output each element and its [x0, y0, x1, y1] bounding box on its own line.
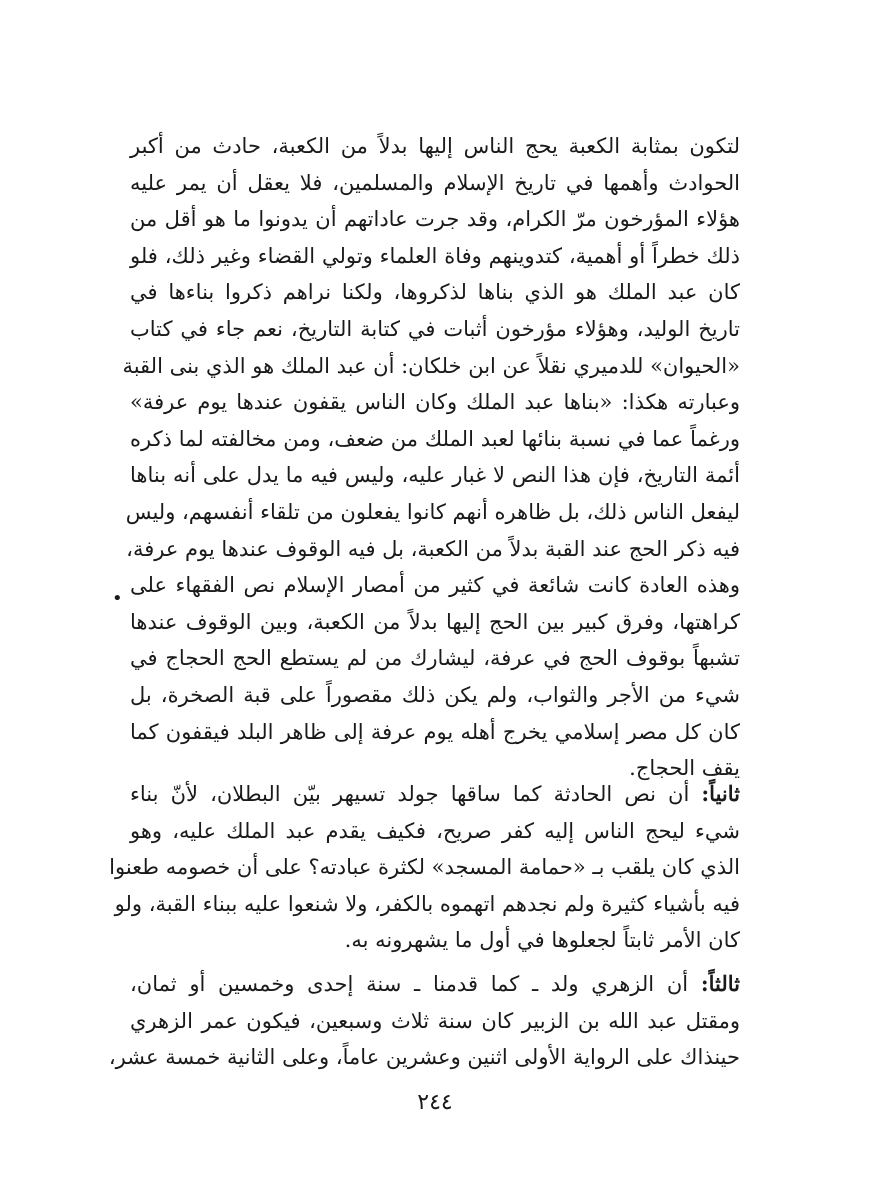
text-line: شيء من الأجر والثواب، ولم يكن ذلك مقصوراً على قبة الصخرة، بل	[130, 682, 740, 707]
text-line-rest: أن نص الحادثة كما ساقها جولد تسيهر بيّن البطلان، لأنّ بناء	[130, 782, 702, 806]
text-line: ذلك خطراً أو أهمية، كتدوينهم وفاة العلماء وتولي القضاء وغير ذلك، فلو	[130, 243, 740, 268]
text-line: وهذه العادة كانت شائعة في كثير من أمصار الإسلام نص الفقهاء على	[130, 573, 740, 598]
text-line: كان الأمر ثابتاً لجعلوها في أول ما يشهرونه به.	[344, 928, 740, 953]
paragraph-1	[122, 128, 740, 787]
text-line: هؤلاء المؤرخون مرّ الكرام، وقد جرت عاداتهم أن يدونوا ما هو أقل من	[130, 207, 740, 232]
text-line: وعبارته هكذا: «بناها عبد الملك وكان الناس يقفون عندها يوم عرفة»	[130, 390, 740, 415]
text-line: ومقتل عبد الله بن الزبير كان سنة ثلاث وسبعين، فيكون عمر الزهري	[130, 1008, 740, 1033]
margin-bullet: •	[112, 588, 123, 609]
text-line: ورغماً عما في نسبة بنائها لعبد الملك من ضعف، ومن مخالفته لما ذكره	[130, 426, 740, 451]
paragraph-lead: ثانياً:	[701, 781, 740, 806]
text-line: ليفعل الناس ذلك، بل ظاهره أنهم كانوا يفعلون من تلقاء أنفسهم، وليس	[125, 499, 740, 524]
text-line-rest: أن الزهري ولد ـ كما قدمنا ـ سنة إحدى وخمسين أو ثمان،	[130, 972, 701, 996]
text-line: لتكون بمثابة الكعبة يحج الناس إليها بدلاً من الكعبة، حادث من أكبر	[130, 134, 740, 158]
text-line: كان كل مصر إسلامي يخرج أهله يوم عرفة إلى ظاهر البلد فيقفون كما	[130, 719, 740, 744]
text-line: تشبهاً بوقوف الحج في عرفة، ليشارك من لم يستطع الحج الحجاج في	[130, 646, 740, 671]
text-line: فيه بأشياء كثيرة ولم نجدهم اتهموه بالكفر، ولا شنعوا عليه ببناء القبة، ولو	[114, 891, 740, 916]
paragraph-lead: ثالثاً:	[700, 971, 740, 996]
text-line: «الحيوان» للدميري نقلاً عن ابن خلكان: أن عبد الملك هو الذي بنى القبة	[122, 353, 740, 378]
text-line: الحوادث وأهمها في تاريخ الإسلام والمسلمين، فلا يعقل أن يمر عليه	[130, 170, 740, 195]
text-line: حينذاك على الرواية الأولى اثنين وعشرين عاماً، وعلى الثانية خمسة عشر،	[108, 1045, 740, 1070]
text-line: شيء ليحج الناس إليه كفر صريح، فكيف يقدم عبد الملك عليه، وهو	[130, 818, 740, 843]
text-line	[130, 966, 740, 1003]
text-line: كراهتها، وفرق كبير بين الحج إليها بدلاً من الكعبة، وبين الوقوف عندها	[130, 609, 740, 634]
text-line: تاريخ الوليد، وهؤلاء مؤرخون أثبات في كتابة التاريخ، نعم جاء في كتاب	[130, 316, 740, 341]
text-line: الذي كان يلقب بـ «حمامة المسجد» لكثرة عبادته؟ على أن خصومه طعنوا	[109, 855, 740, 880]
text-line: فيه ذكر الحج عند القبة بدلاً من الكعبة، بل فيه الوقوف عندها يوم عرفة،	[126, 536, 740, 561]
page-number: ٢٤٤	[417, 1090, 453, 1115]
text-line: أئمة التاريخ، فإن هذا النص لا غبار عليه، وليس فيه ما يدل على أنه بناها	[130, 463, 740, 488]
paragraph-2	[109, 776, 740, 959]
text-line: كان عبد الملك هو الذي بناها لذكروها، ولكنا نراهم ذكروا بناءها في	[130, 280, 740, 305]
paragraph-3	[108, 966, 740, 1076]
text-line: يقف الحجاج.	[629, 756, 740, 781]
text-line	[130, 776, 740, 813]
